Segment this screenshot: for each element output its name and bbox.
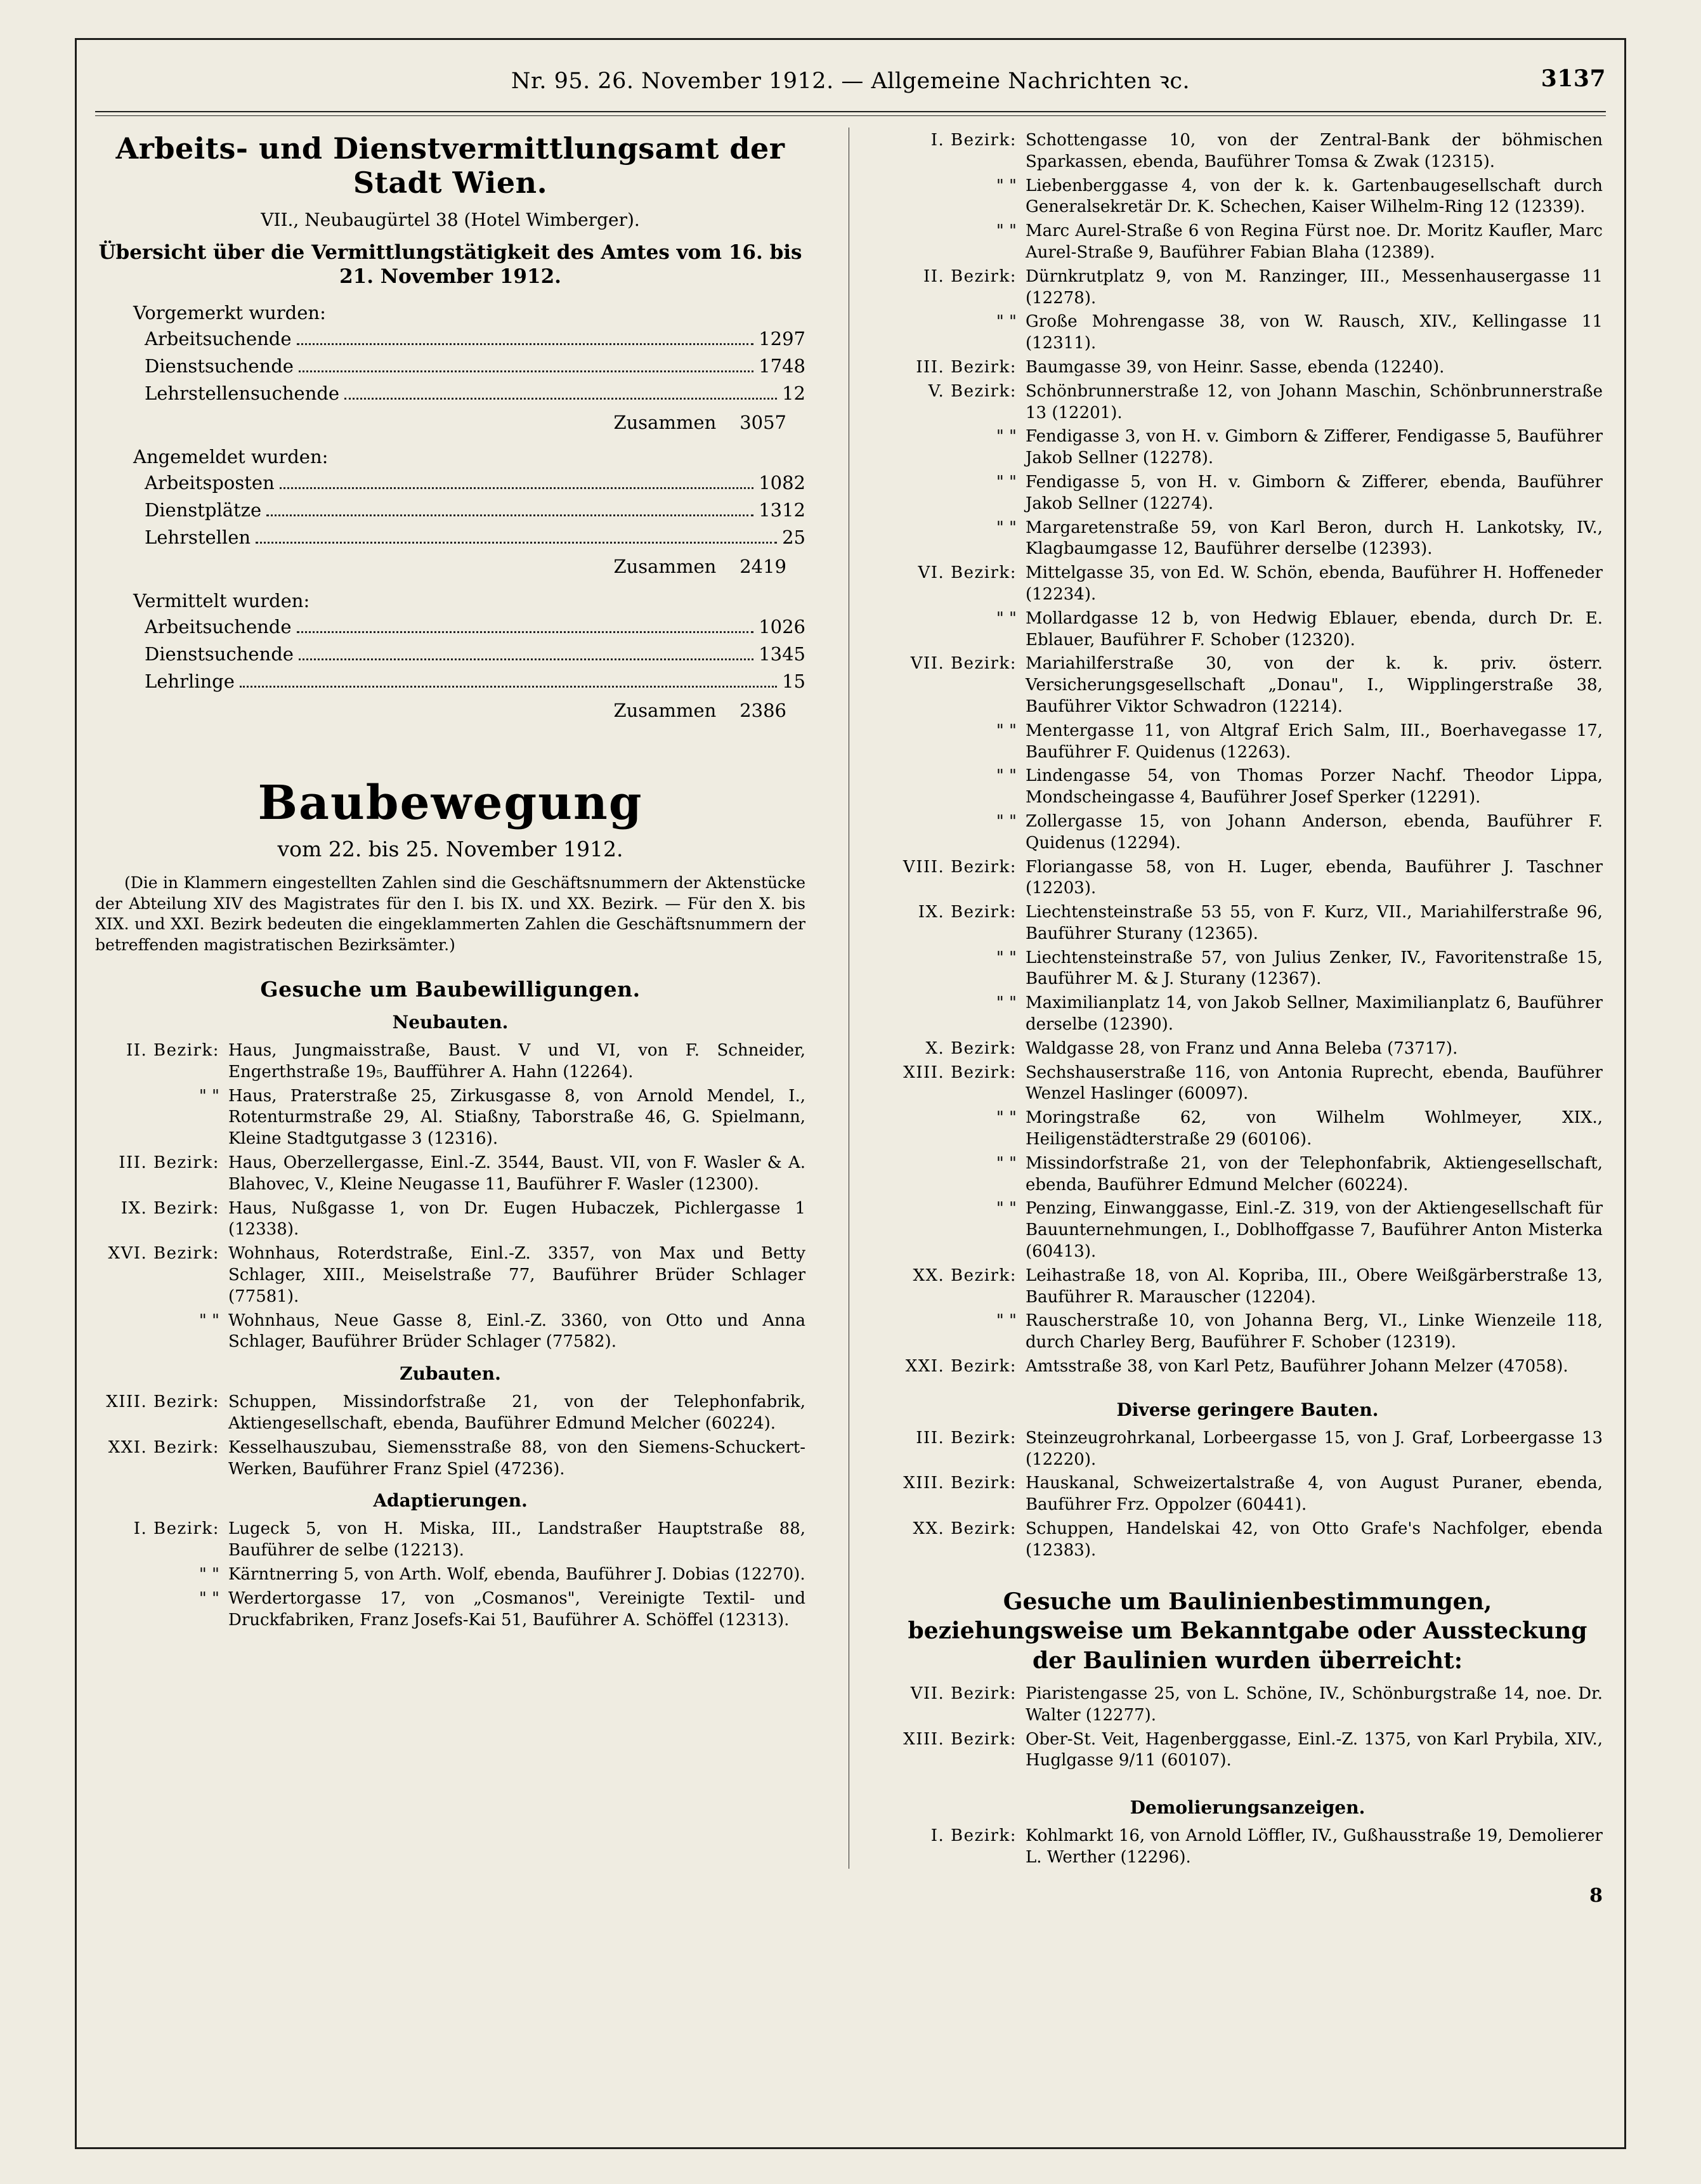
list-item — [892, 1356, 1603, 1378]
district-label: VIII. Bezirk: — [903, 857, 1017, 877]
page-signature: 8 — [1589, 1884, 1603, 1907]
district-label: " " — [199, 1086, 219, 1106]
entry-text: Piaristengasse 25, von L. Schöne, IV., Schönburgstraße 14, noe. Dr. Walter (12277). — [1026, 1684, 1603, 1725]
district-label: IX. Bezirk: — [121, 1198, 219, 1218]
overview-heading: Übersicht über die Vermittlungstätigkeit des Amtes vom 16. bis 21. November 1912. — [98, 240, 802, 289]
list-item — [892, 653, 1603, 717]
district-label: " " — [996, 608, 1017, 628]
district-label: XVI. Bezirk: — [108, 1244, 219, 1264]
subsection-neubauten: Neubauten. — [392, 1012, 509, 1033]
list-item — [892, 1038, 1603, 1060]
diverse-list — [892, 1428, 1603, 1562]
list-item — [892, 381, 1603, 424]
leader-dots — [344, 398, 777, 400]
office-address: VII., Neubaugürtel 38 (Hotel Wimberger). — [261, 209, 640, 230]
district-label: " " — [996, 1108, 1017, 1128]
statistics-table — [95, 328, 805, 405]
table-row — [95, 328, 805, 351]
adaptierungen-list — [95, 1519, 805, 1631]
entry-text: Sechshauserstraße 116, von Antonia Ruprecht, ebenda, Bauführer Wenzel Haslinger (60097). — [1026, 1063, 1603, 1104]
leader-dots — [299, 658, 753, 660]
row-value: 1026 — [759, 616, 805, 638]
list-item — [892, 993, 1603, 1036]
list-item — [95, 1564, 805, 1586]
list-item — [892, 902, 1603, 945]
district-label: " " — [199, 1311, 219, 1330]
zubauten-list — [95, 1392, 805, 1480]
list-item — [892, 1684, 1603, 1727]
district-label: II. Bezirk: — [126, 1041, 219, 1061]
row-label: Dienstsuchende — [145, 355, 294, 377]
district-label: XIII. Bezirk: — [903, 1063, 1017, 1082]
statistics-table — [95, 472, 805, 549]
folio-number: 3137 — [1541, 65, 1606, 92]
list-item — [892, 1428, 1603, 1471]
district-label: X. Bezirk: — [925, 1038, 1017, 1058]
list-item — [892, 1519, 1603, 1562]
entry-text: Schottengasse 10, von der Zentral-Bank der böhmischen Sparkassen, ebenda, Bauführer Tomsa & Zwak (12315). — [1026, 131, 1603, 171]
district-label: " " — [996, 993, 1017, 1013]
list-item — [892, 948, 1603, 991]
row-value: 15 — [782, 670, 805, 693]
entry-text: Kohlmarkt 16, von Arnold Löffler, IV., Gußhausstraße 19, Demolierer L. Werther (12296). — [1026, 1826, 1603, 1867]
list-item — [892, 176, 1603, 219]
district-label: I. Bezirk: — [930, 131, 1017, 150]
leader-dots — [266, 514, 753, 516]
table-row — [95, 643, 805, 666]
table-row — [95, 355, 805, 378]
district-label: " " — [996, 948, 1017, 967]
entry-text: Mittelgasse 35, von Ed. W. Schön, ebenda, Bauführer H. Hoffeneder (12234). — [1026, 563, 1603, 604]
entry-text: Hauskanal, Schweizertalstraße 4, von August Puraner, ebenda, Bauführer Frz. Oppolzer (60441). — [1026, 1474, 1603, 1515]
entry-text: Missindorfstraße 21, von der Telephonfabrik, Aktiengesellschaft, ebenda, Bauführer Edmund Melcher (60224). — [1026, 1153, 1603, 1194]
left-column — [95, 128, 805, 1869]
total-label: Zusammen — [613, 700, 717, 722]
page-content — [95, 60, 1606, 2127]
table-row — [95, 526, 805, 549]
row-label: Dienstsuchende — [145, 643, 294, 665]
entry-text: Haus, Nußgasse 1, von Dr. Eugen Hubaczek, Pichlergasse 1 (12338). — [228, 1198, 805, 1239]
district-label: I. Bezirk: — [133, 1519, 219, 1539]
running-head — [95, 60, 1606, 107]
district-label: III. Bezirk: — [916, 1428, 1017, 1448]
notice-text: (Die in Klammern eingestellten Zahlen sind die Geschäftsnummern der Aktenstücke der Abteilung XIV des Magistrates für den I. bis IX. und XX. Bezirk. — Für den X. bis XIX. und XXI. Bezirk bedeuten die eingeklammerten Zahlen die Geschäftsnummern der betreffenden magistratischen Bezirksämter.) — [95, 873, 805, 954]
list-item — [892, 563, 1603, 606]
row-value: 1082 — [759, 472, 805, 494]
list-item — [892, 357, 1603, 379]
total-row — [95, 556, 805, 577]
baubewegung-notice — [95, 873, 805, 955]
entry-text: Marc Aurel-Straße 6 von Regina Fürst noe. Dr. Moritz Kaufler, Marc Aurel-Straße 9, Bauführer Fabian Blaha (12389). — [1026, 221, 1603, 262]
leader-dots — [297, 343, 754, 345]
district-label: " " — [199, 1564, 219, 1584]
header-rule — [95, 107, 1606, 124]
section-baulinienbestimmungen: Gesuche um Baulinienbestimmungen, beziehungsweise um Bekanntgabe oder Aussteckung der Baulinien wurden überreicht: — [908, 1588, 1587, 1675]
list-item — [95, 1198, 805, 1241]
entry-text: Rauscherstraße 10, von Johanna Berg, VI., Linke Wienzeile 118, durch Charley Berg, Bauführer F. Schober (12319). — [1026, 1311, 1603, 1352]
entry-text: Zollergasse 15, von Johann Anderson, ebenda, Bauführer F. Quidenus (12294). — [1026, 811, 1603, 853]
district-label: " " — [996, 221, 1017, 241]
table-row — [95, 499, 805, 522]
entry-text: Leihastraße 18, von Al. Kopriba, III., Obere Weißgärberstraße 13, Bauführer R. Marauscher (12204). — [1026, 1265, 1603, 1307]
entry-text: Werdertorgasse 17, von „Cosmanos", Vereinigte Textil- und Druckfabriken, Franz Josefs-Kai 51, Bauführer A. Schöffel (12313). — [228, 1588, 805, 1630]
list-item — [892, 1729, 1603, 1772]
list-item — [892, 1826, 1603, 1869]
entry-text: Baumgasse 39, von Heinr. Sasse, ebenda (12240). — [1026, 357, 1445, 377]
leader-dots — [240, 686, 777, 688]
row-value: 1345 — [759, 643, 805, 665]
row-label: Arbeitsuchende — [145, 328, 292, 350]
list-item — [892, 766, 1603, 809]
district-label: IX. Bezirk: — [918, 903, 1017, 922]
table-row — [95, 616, 805, 639]
list-item — [95, 1243, 805, 1307]
leader-dots — [297, 631, 754, 633]
entry-text: Liechtensteinstraße 53 55, von F. Kurz, VII., Mariahilferstraße 96, Bauführer Sturany (12365). — [1026, 903, 1603, 943]
list-item — [892, 311, 1603, 355]
district-label: " " — [996, 176, 1017, 195]
entry-text: Margaretenstraße 59, von Karl Beron, durch H. Lankotsky, IV., Klagbaumgasse 12, Bauführer derselbe (12393). — [1026, 518, 1603, 559]
list-item — [892, 1153, 1603, 1196]
district-label: XIII. Bezirk: — [903, 1474, 1017, 1493]
entry-text: Steinzeugrohrkanal, Lorbeergasse 15, von J. Graf, Lorbeergasse 13 (12220). — [1026, 1428, 1603, 1469]
entry-text: Kesselhauszubau, Siemensstraße 88, von den Siemens-Schuckert-Werken, Bauführer Franz Spiel (47236). — [228, 1437, 805, 1479]
list-item — [892, 811, 1603, 854]
entry-text: Große Mohrengasse 38, von W. Rausch, XIV., Kellingasse 11 (12311). — [1026, 312, 1603, 353]
entry-text: Haus, Jungmaisstraße, Baust. V und VI, von F. Schneider, Engerthstraße 19₅, Baufführer A. Hahn (12264). — [228, 1041, 805, 1082]
district-label: " " — [996, 518, 1017, 537]
entry-text: Penzing, Einwanggasse, Einl.-Z. 319, von der Aktiengesellschaft für Bauunternehmungen, I., Doblhoffgasse 7, Bauführer Anton Misterka (60413). — [1026, 1199, 1603, 1262]
list-item — [95, 1311, 805, 1354]
entry-text: Fendigasse 5, von H. v. Gimborn & Zifferer, ebenda, Bauführer Jakob Sellner (12274). — [1026, 472, 1603, 513]
list-item — [892, 1473, 1603, 1516]
section-diverse-bauten: Diverse geringere Bauten. — [1116, 1399, 1379, 1420]
total-row — [95, 700, 805, 721]
baubewegung-period: vom 22. bis 25. November 1912. — [277, 837, 623, 862]
total-label: Zusammen — [613, 412, 717, 434]
table-row — [95, 472, 805, 495]
neubauten-list — [95, 1040, 805, 1353]
district-label: III. Bezirk: — [119, 1153, 219, 1173]
entry-text: Mariahilferstraße 30, von der k. k. priv. österr. Versicherungsgesellschaft „Donau", I., Wipplingerstraße 38, Bauführer Viktor Schwadron (12214). — [1026, 654, 1603, 716]
entry-text: Maximilianplatz 14, von Jakob Sellner, Maximilianplatz 6, Bauführer derselbe (12390). — [1026, 993, 1603, 1035]
row-value: 25 — [782, 526, 805, 549]
district-label: VII. Bezirk: — [910, 654, 1017, 674]
total-value: 3057 — [740, 412, 786, 434]
running-head-center: Nr. 95. 26. November 1912. — Allgemeine Nachrichten ꝛc. — [511, 69, 1190, 94]
list-item — [95, 1153, 805, 1196]
district-label: " " — [996, 472, 1017, 492]
district-label: " " — [996, 1311, 1017, 1331]
entry-text: Haus, Oberzellergasse, Einl.-Z. 3544, Baust. VII, von F. Wasler & A. Blahovec, V., Kleine Neugasse 11, Bauführer F. Wasler (12300). — [228, 1153, 805, 1194]
row-value: 12 — [782, 383, 805, 405]
list-item — [892, 1198, 1603, 1262]
group-subhead: Vorgemerkt wurden: — [133, 302, 326, 324]
district-label: I. Bezirk: — [930, 1826, 1017, 1846]
district-label: XX. Bezirk: — [913, 1265, 1017, 1285]
entry-text: Lindengasse 54, von Thomas Porzer Nachf. Theodor Lippa, Mondscheingasse 4, Bauführer Josef Sperker (12291). — [1026, 766, 1603, 808]
row-label: Arbeitsuchende — [145, 616, 292, 638]
section-gesuche-baubewilligungen: Gesuche um Baubewilligungen. — [260, 977, 641, 1002]
entry-text: Amtsstraße 38, von Karl Petz, Bauführer Johann Melzer (47058). — [1026, 1357, 1568, 1376]
list-item — [95, 1086, 805, 1150]
entry-text: Wohnhaus, Neue Gasse 8, Einl.-Z. 3360, von Otto und Anna Schlager, Bauführer Brüder Schlager (77582). — [228, 1311, 805, 1352]
district-label: III. Bezirk: — [916, 357, 1017, 377]
district-label: " " — [996, 1153, 1017, 1173]
office-title: Arbeits- und Dienstvermittlungsamt der Stadt Wien. — [115, 131, 785, 200]
district-label: XXI. Bezirk: — [905, 1357, 1017, 1376]
district-label: " " — [996, 721, 1017, 740]
entry-text: Lugeck 5, von H. Miska, III., Landstraßer Hauptstraße 88, Bauführer de selbe (12213). — [228, 1519, 805, 1560]
right-column — [892, 128, 1603, 1907]
total-label: Zusammen — [613, 556, 717, 578]
group-subhead: Angemeldet wurden: — [133, 446, 329, 468]
district-label: VII. Bezirk: — [910, 1684, 1017, 1703]
baulinien-list — [892, 1684, 1603, 1772]
list-item — [892, 472, 1603, 515]
district-label: " " — [199, 1588, 219, 1608]
list-item — [892, 426, 1603, 469]
list-item — [892, 721, 1603, 764]
row-label: Lehrlinge — [145, 670, 235, 693]
list-item — [892, 1311, 1603, 1354]
list-item — [95, 1437, 805, 1481]
district-label: XIII. Bezirk: — [903, 1729, 1017, 1749]
district-label: " " — [996, 766, 1017, 786]
entry-text: Liechtensteinstraße 57, von Julius Zenker, IV., Favoritenstraße 15, Bauführer M. & J. Sturany (12367). — [1026, 948, 1603, 989]
entry-text: Fendigasse 3, von H. v. Gimborn & Zifferer, Fendigasse 5, Bauführer Jakob Sellner (12278). — [1026, 427, 1603, 468]
row-label: Arbeitsposten — [145, 472, 275, 494]
baubewilligungen-continued-list — [892, 130, 1603, 1378]
entry-text: Schönbrunnerstraße 12, von Johann Maschin, Schönbrunnerstraße 13 (12201). — [1026, 381, 1603, 422]
district-label: II. Bezirk: — [923, 266, 1017, 286]
entry-text: Ober-St. Veit, Hagenberggasse, Einl.-Z. 1375, von Karl Prybila, XIV., Huglgasse 9/11 (60107). — [1026, 1729, 1603, 1770]
row-label: Lehrstellen — [145, 526, 251, 549]
entry-text: Schuppen, Handelskai 42, von Otto Grafe's Nachfolger, ebenda (12383). — [1026, 1519, 1603, 1560]
row-label: Lehrstellensuchende — [145, 383, 340, 405]
entry-text: Wohnhaus, Roterdstraße, Einl.-Z. 3357, von Max und Betty Schlager, XIII., Meiselstraße 77, Bauführer Brüder Schlager (77581). — [228, 1244, 805, 1306]
leader-dots — [280, 487, 753, 489]
district-label: " " — [996, 312, 1017, 332]
list-item — [892, 1108, 1603, 1151]
statistics-table — [95, 616, 805, 693]
district-label: " " — [996, 1199, 1017, 1219]
leader-dots — [299, 370, 753, 372]
two-column-body — [95, 128, 1606, 1907]
entry-text: Moringstraße 62, von Wilhelm Wohlmeyer, XIX., Heiligenstädterstraße 29 (60106). — [1026, 1108, 1603, 1149]
entry-text: Floriangasse 58, von H. Luger, ebenda, Bauführer J. Taschner (12203). — [1026, 857, 1603, 898]
total-row — [95, 412, 805, 433]
list-item — [892, 857, 1603, 900]
entry-text: Liebenberggasse 4, von der k. k. Gartenbaugesellschaft durch Generalsekretär Dr. K. Schechen, Kaiser Wilhelm-Ring 12 (12339). — [1026, 176, 1603, 217]
entry-text: Haus, Praterstraße 25, Zirkusgasse 8, von Arnold Mendel, I., Rotenturmstraße 29, Al. Stiaßny, Taborstraße 46, G. Spielmann, Kleine Stadtgutgasse 3 (12316). — [228, 1086, 805, 1149]
subsection-zubauten: Zubauten. — [400, 1363, 501, 1385]
entry-text: Mollardgasse 12 b, von Hedwig Eblauer, ebenda, durch Dr. E. Eblauer, Bauführer F. Schober (12320). — [1026, 608, 1603, 650]
demolierung-list — [892, 1826, 1603, 1869]
district-label: VI. Bezirk: — [918, 563, 1017, 583]
row-value: 1748 — [759, 355, 805, 377]
district-label: XXI. Bezirk: — [108, 1437, 219, 1457]
list-item — [892, 608, 1603, 651]
list-item — [892, 518, 1603, 561]
district-label: XIII. Bezirk: — [106, 1392, 219, 1412]
table-row — [95, 383, 805, 405]
list-item — [892, 1265, 1603, 1309]
list-item — [95, 1040, 805, 1083]
entry-text: Waldgasse 28, von Franz und Anna Beleba (73717). — [1026, 1038, 1458, 1058]
district-label: " " — [996, 427, 1017, 447]
list-item — [892, 266, 1603, 310]
row-value: 1312 — [759, 499, 805, 521]
section-demolierungsanzeigen: Demolierungsanzeigen. — [1130, 1797, 1365, 1819]
table-row — [95, 670, 805, 693]
row-label: Dienstplätze — [145, 499, 262, 521]
subsection-adaptierungen: Adaptierungen. — [373, 1490, 528, 1512]
district-label: XX. Bezirk: — [913, 1519, 1017, 1539]
district-label: " " — [996, 811, 1017, 831]
list-item — [892, 221, 1603, 264]
entry-text: Mentergasse 11, von Altgraf Erich Salm, III., Boerhavegasse 17, Bauführer F. Quidenus (12263). — [1026, 721, 1603, 762]
total-value: 2419 — [740, 556, 786, 578]
list-item — [892, 130, 1603, 173]
list-item — [95, 1588, 805, 1631]
entry-text: Kärntnerring 5, von Arth. Wolf, ebenda, Bauführer J. Dobias (12270). — [228, 1564, 805, 1584]
list-item — [95, 1392, 805, 1435]
row-value: 1297 — [759, 328, 805, 350]
list-item — [95, 1519, 805, 1562]
leader-dots — [256, 542, 777, 544]
entry-text: Dürnkrutplatz 9, von M. Ranzinger, III., Messenhausergasse 11 (12278). — [1026, 266, 1603, 308]
list-item — [892, 1063, 1603, 1106]
entry-text: Schuppen, Missindorfstraße 21, von der Telephonfabrik, Aktiengesellschaft, ebenda, Bauführer Edmund Melcher (60224). — [228, 1392, 805, 1433]
baubewegung-title: Baubewegung — [257, 776, 643, 831]
group-subhead: Vermittelt wurden: — [133, 590, 310, 612]
district-label: V. Bezirk: — [928, 381, 1017, 401]
total-value: 2386 — [740, 700, 786, 722]
